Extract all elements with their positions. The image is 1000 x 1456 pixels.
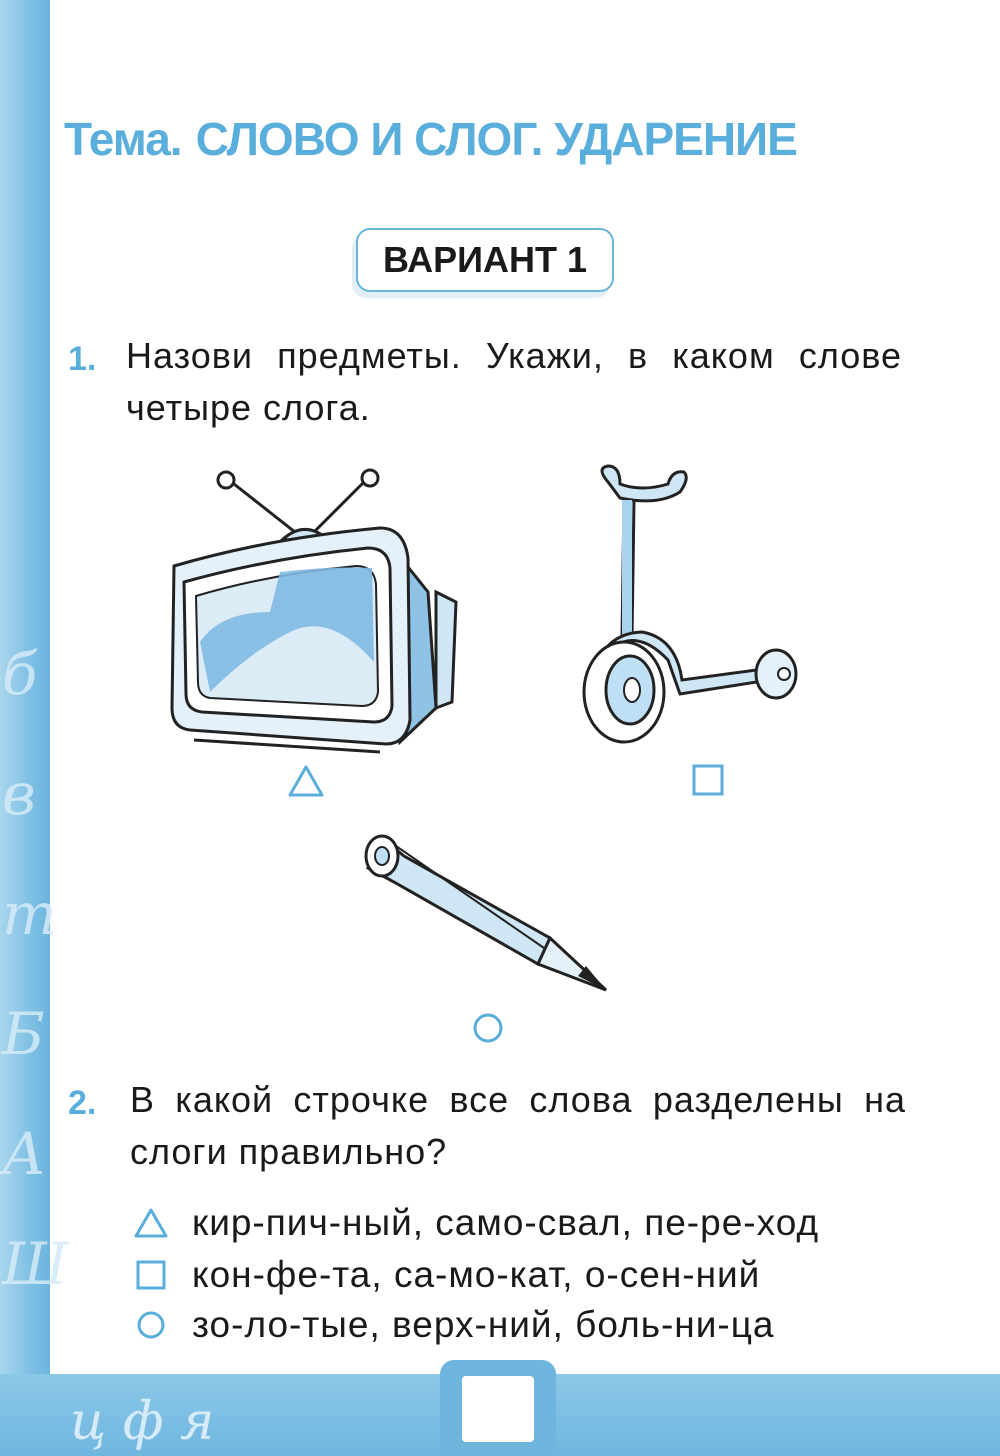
square-answer-marker[interactable] (692, 764, 724, 796)
variant-label: ВАРИАНТ 1 (382, 239, 588, 280)
square-marker-icon (134, 1258, 168, 1292)
answer-option-circle[interactable] (134, 1300, 775, 1350)
triangle-answer-marker[interactable] (288, 764, 324, 798)
answer-option-text: кир-пич-ный, само-свал, пе-ре-ход (192, 1202, 820, 1243)
circle-marker-icon (134, 1308, 168, 1342)
question-2-text: В какой строчке все слова разделены на слоги правильно? (130, 1079, 906, 1172)
pencil-icon (360, 834, 610, 996)
letter-decoration: Б (2, 1000, 45, 1068)
variant-badge (356, 228, 614, 292)
left-decorative-strip (0, 0, 69, 1456)
topic-heading (64, 112, 797, 166)
question-1-text: Назови предметы. Укажи, в каком слове четыре слога. (126, 335, 902, 428)
answer-option-text: кон-фе-та, са-мо-кат, о-сен-ний (192, 1254, 761, 1295)
topic-prefix: Тема. (64, 113, 182, 165)
triangle-marker-icon (134, 1206, 168, 1240)
letter-decoration: Ш (2, 1230, 69, 1298)
letter-decoration: б (2, 640, 38, 708)
scooter-icon (572, 462, 812, 752)
letter-decoration: в (2, 760, 36, 828)
letter-decoration: т (2, 880, 57, 948)
letter-decoration: ц ф я (70, 1392, 215, 1452)
circle-answer-marker[interactable] (472, 1012, 504, 1044)
answer-option-triangle[interactable] (134, 1198, 819, 1248)
answer-option-text: зо-ло-тые, верх-ний, боль-ни-ца (192, 1304, 775, 1345)
letter-decoration: А (2, 1120, 46, 1188)
tv-icon (160, 462, 460, 754)
question-2-number: 2. (68, 1084, 97, 1122)
answer-option-square[interactable] (134, 1250, 760, 1300)
topic-title: СЛОВО И СЛОГ. УДАРЕНИЕ (195, 113, 797, 165)
question-1-number: 1. (68, 340, 97, 378)
page-number-box (462, 1376, 534, 1442)
